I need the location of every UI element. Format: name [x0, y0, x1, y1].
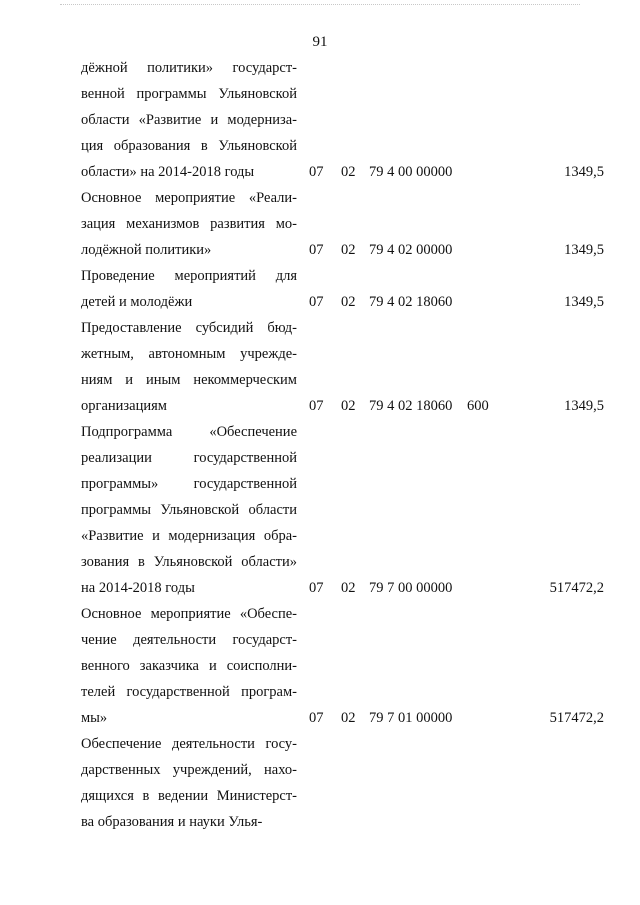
- description-line: телей государственной програм-: [81, 684, 297, 700]
- subsection-code: 02: [341, 710, 356, 726]
- description-line: детей и молодёжи: [81, 294, 193, 310]
- description-line: дящихся в ведении Министерст-: [81, 788, 297, 804]
- target-article-code: 79 7 01 00000: [369, 710, 453, 726]
- table-row: [81, 185, 621, 263]
- description-line: Основное мероприятие «Обеспе-: [81, 606, 297, 622]
- subsection-code: 02: [341, 164, 356, 180]
- description-line: дёжной политики» государст-: [81, 60, 297, 76]
- amount: 1349,5: [564, 398, 604, 414]
- description-line: дарственных учреждений, нахо-: [81, 762, 297, 778]
- expense-type-code: 600: [467, 398, 489, 414]
- table-row: [81, 315, 621, 419]
- description-line: Предоставление субсидий бюд-: [81, 320, 297, 336]
- table-row: [81, 263, 621, 315]
- amount: 1349,5: [564, 164, 604, 180]
- budget-table: [81, 55, 621, 835]
- description-line: Обеспечение деятельности госу-: [81, 736, 297, 752]
- description-line: ва образования и науки Улья-: [81, 814, 263, 830]
- description-line: реализации государственной: [81, 450, 297, 466]
- section-code: 07: [309, 398, 324, 414]
- section-code: 07: [309, 580, 324, 596]
- subsection-code: 02: [341, 398, 356, 414]
- description-line: зования в Ульяновской области»: [81, 554, 297, 570]
- description-line: организациям: [81, 398, 167, 414]
- amount: 517472,2: [549, 710, 604, 726]
- target-article-code: 79 4 02 18060: [369, 294, 453, 310]
- description-line: программы Ульяновской области: [81, 502, 297, 518]
- description-line: чение деятельности государст-: [81, 632, 297, 648]
- row-description: [81, 601, 297, 731]
- description-line: Проведение мероприятий для: [81, 268, 297, 284]
- subsection-code: 02: [341, 580, 356, 596]
- row-description: [81, 263, 297, 315]
- description-line: «Развитие и модернизация обра-: [81, 528, 297, 544]
- amount: 1349,5: [564, 294, 604, 310]
- section-code: 07: [309, 242, 324, 258]
- description-line: области» на 2014-2018 годы: [81, 164, 255, 180]
- target-article-code: 79 4 00 00000: [369, 164, 453, 180]
- description-line: ниям и иным некоммерческим: [81, 372, 297, 388]
- target-article-code: 79 4 02 18060: [369, 398, 453, 414]
- description-line: венного заказчика и соисполни-: [81, 658, 297, 674]
- description-line: зация механизмов развития мо-: [81, 216, 297, 232]
- description-line: программы» государственной: [81, 476, 297, 492]
- table-row: [81, 55, 621, 185]
- amount: 517472,2: [549, 580, 604, 596]
- description-line: на 2014-2018 годы: [81, 580, 195, 596]
- row-description: [81, 185, 297, 263]
- scan-noise: [60, 4, 580, 11]
- table-row: [81, 731, 621, 835]
- table-row: [81, 601, 621, 731]
- description-line: Подпрограмма «Обеспечение: [81, 424, 297, 440]
- row-description: [81, 315, 297, 419]
- page-number: 91: [312, 34, 328, 50]
- section-code: 07: [309, 710, 324, 726]
- description-line: Основное мероприятие «Реали-: [81, 190, 297, 206]
- description-line: мы»: [81, 710, 108, 726]
- description-line: области «Развитие и модерниза-: [81, 112, 297, 128]
- description-line: ция образования в Ульяновской: [81, 138, 297, 154]
- subsection-code: 02: [341, 242, 356, 258]
- row-description: [81, 731, 297, 835]
- amount: 1349,5: [564, 242, 604, 258]
- target-article-code: 79 7 00 00000: [369, 580, 453, 596]
- row-description: [81, 55, 297, 185]
- section-code: 07: [309, 294, 324, 310]
- section-code: 07: [309, 164, 324, 180]
- subsection-code: 02: [341, 294, 356, 310]
- description-line: лодёжной политики»: [81, 242, 212, 258]
- row-description: [81, 419, 297, 601]
- description-line: венной программы Ульяновской: [81, 86, 297, 102]
- target-article-code: 79 4 02 00000: [369, 242, 453, 258]
- description-line: жетным, автономным учрежде-: [81, 346, 297, 362]
- table-row: [81, 419, 621, 601]
